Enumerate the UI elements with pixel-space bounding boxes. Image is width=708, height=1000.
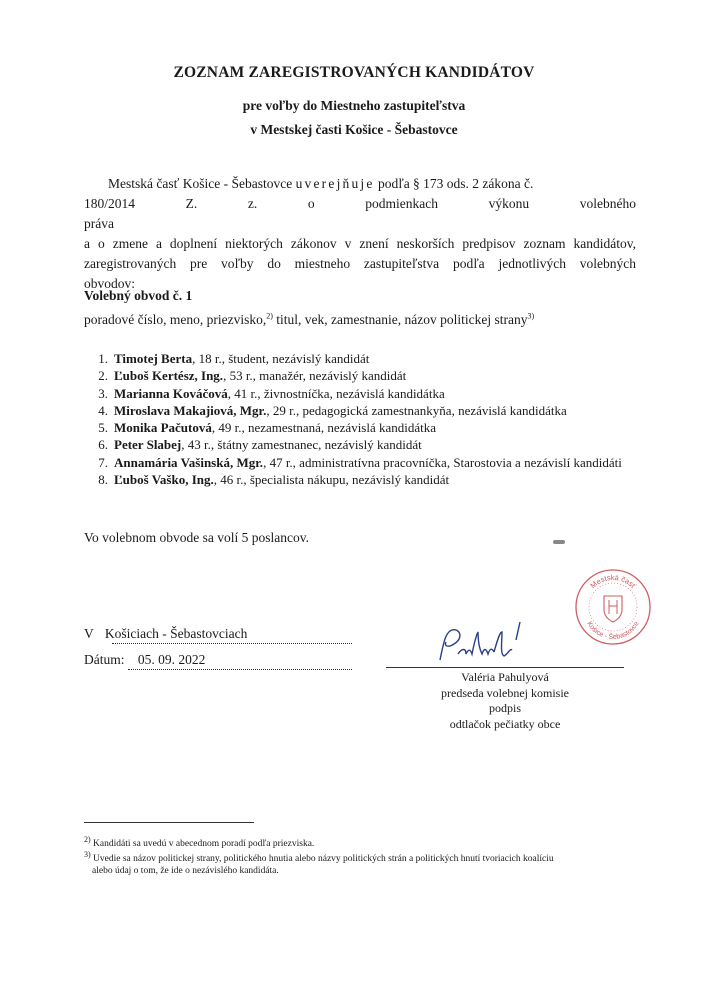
- intro-line-3: a o zmene a doplnení niektorých zákonov v znení neskorších predpisov zoznam kandidátov,: [84, 236, 636, 251]
- date-value: 05. 09. 2022: [137, 652, 206, 667]
- signatory-name: Valéria Pahulyová: [461, 670, 549, 684]
- stamp-bottom-text: Košice - Šebastovce: [585, 620, 641, 642]
- coat-of-arms-icon: [604, 596, 622, 622]
- stamp-caption: odtlačok pečiatky obce: [449, 716, 561, 731]
- place-dotted-line: [112, 643, 352, 644]
- place-line: [84, 626, 356, 648]
- seats-note: Vo volebnom obvode sa volí 5 poslancov.: [84, 530, 309, 545]
- signature-block: [386, 670, 624, 732]
- signature-line: [386, 667, 624, 668]
- signatory-role: predseda volebnej komisie: [441, 685, 569, 700]
- footnote-3: $^{3)}$ Uvedie sa názov politickej strany, politického hnutia alebo názvy politických strán a politických hnutí tvoriacich koalíciu: [84, 849, 554, 864]
- intro-paragraph: [84, 174, 636, 294]
- district-heading: Volebný obvod č. 1: [84, 288, 193, 303]
- intro-line-1: Mestská časť Košice - Šebastovce uverejňuje podľa § 173 ods. 2 zákona č.: [108, 176, 534, 191]
- signature-caption: podpis: [488, 701, 521, 715]
- date-line: [84, 652, 356, 674]
- footnote-separator: [84, 822, 254, 823]
- date-label: Dátum:: [84, 652, 125, 667]
- footnote-3-continued: alebo údaj o tom, že ide o nezávislého kandidáta.: [92, 866, 279, 876]
- candidate-item: 6. Peter Slabej, 43 r., štátny zamestnanec, nezávislý kandidát: [98, 437, 422, 453]
- candidate-item: 1. Timotej Berta, 18 r., študent, nezávislý kandidát: [98, 351, 370, 366]
- intro-line-4: zaregistrovaných pre voľby do miestneho zastupiteľstva podľa jednotlivých volebných: [84, 256, 636, 271]
- footnote-2: $^{2)}$ Kandidáti sa uvedú v abecednom poradí podľa priezviska.: [84, 834, 315, 849]
- date-dotted-line: [128, 669, 352, 670]
- place-label: V: [84, 626, 94, 641]
- list-legend: poradové číslo, meno, priezvisko,$^{2)}$ titul, vek, zamestnanie, názov politickej strany$^{3)}$: [84, 311, 535, 327]
- document-title: ZOZNAM ZAREGISTROVANÝCH KANDIDÁTOV: [173, 64, 535, 81]
- candidate-item: 4. Miroslava Makajiová, Mgr., 29 r., pedagogická zamestnankyňa, nezávislá kandidátka: [98, 402, 567, 418]
- document-subtitle-election: pre voľby do Miestneho zastupiteľstva: [242, 98, 466, 113]
- candidate-item: 8. Ľuboš Vaško, Ing., 46 r., špecialista nákupu, nezávislý kandidát: [98, 472, 450, 488]
- handwritten-signature: [430, 620, 540, 672]
- candidate-item: 7. Annamária Vašinská, Mgr., 47 r., administratívna pracovníčka, Starostovia a nezávislí kandidáti: [98, 454, 622, 470]
- candidate-item: 3. Marianna Kováčová, 41 r., živnostníčka, nezávislá kandidátka: [98, 385, 445, 401]
- intro-line-2: 180/2014 Z. z. o podmienkach výkonu volebného práva: [84, 196, 636, 231]
- candidate-item: 5. Monika Pačutová, 49 r., nezamestnaná, nezávislá kandidátka: [98, 420, 437, 436]
- intro-line-5: obvodov:: [84, 276, 136, 291]
- stamp-top-text: Mestská časť: [588, 572, 638, 591]
- place-value: Košiciach - Šebastovciach: [104, 626, 248, 641]
- document-subtitle-district: v Mestskej časti Košice - Šebastovce: [250, 122, 458, 137]
- candidate-list: [84, 350, 684, 488]
- candidate-item: 2. Ľuboš Kertész, Ing., 53 r., manažér, nezávislý kandidát: [98, 368, 407, 384]
- footnotes: [84, 834, 644, 880]
- scan-mark: [553, 540, 565, 544]
- municipal-stamp: [574, 568, 652, 646]
